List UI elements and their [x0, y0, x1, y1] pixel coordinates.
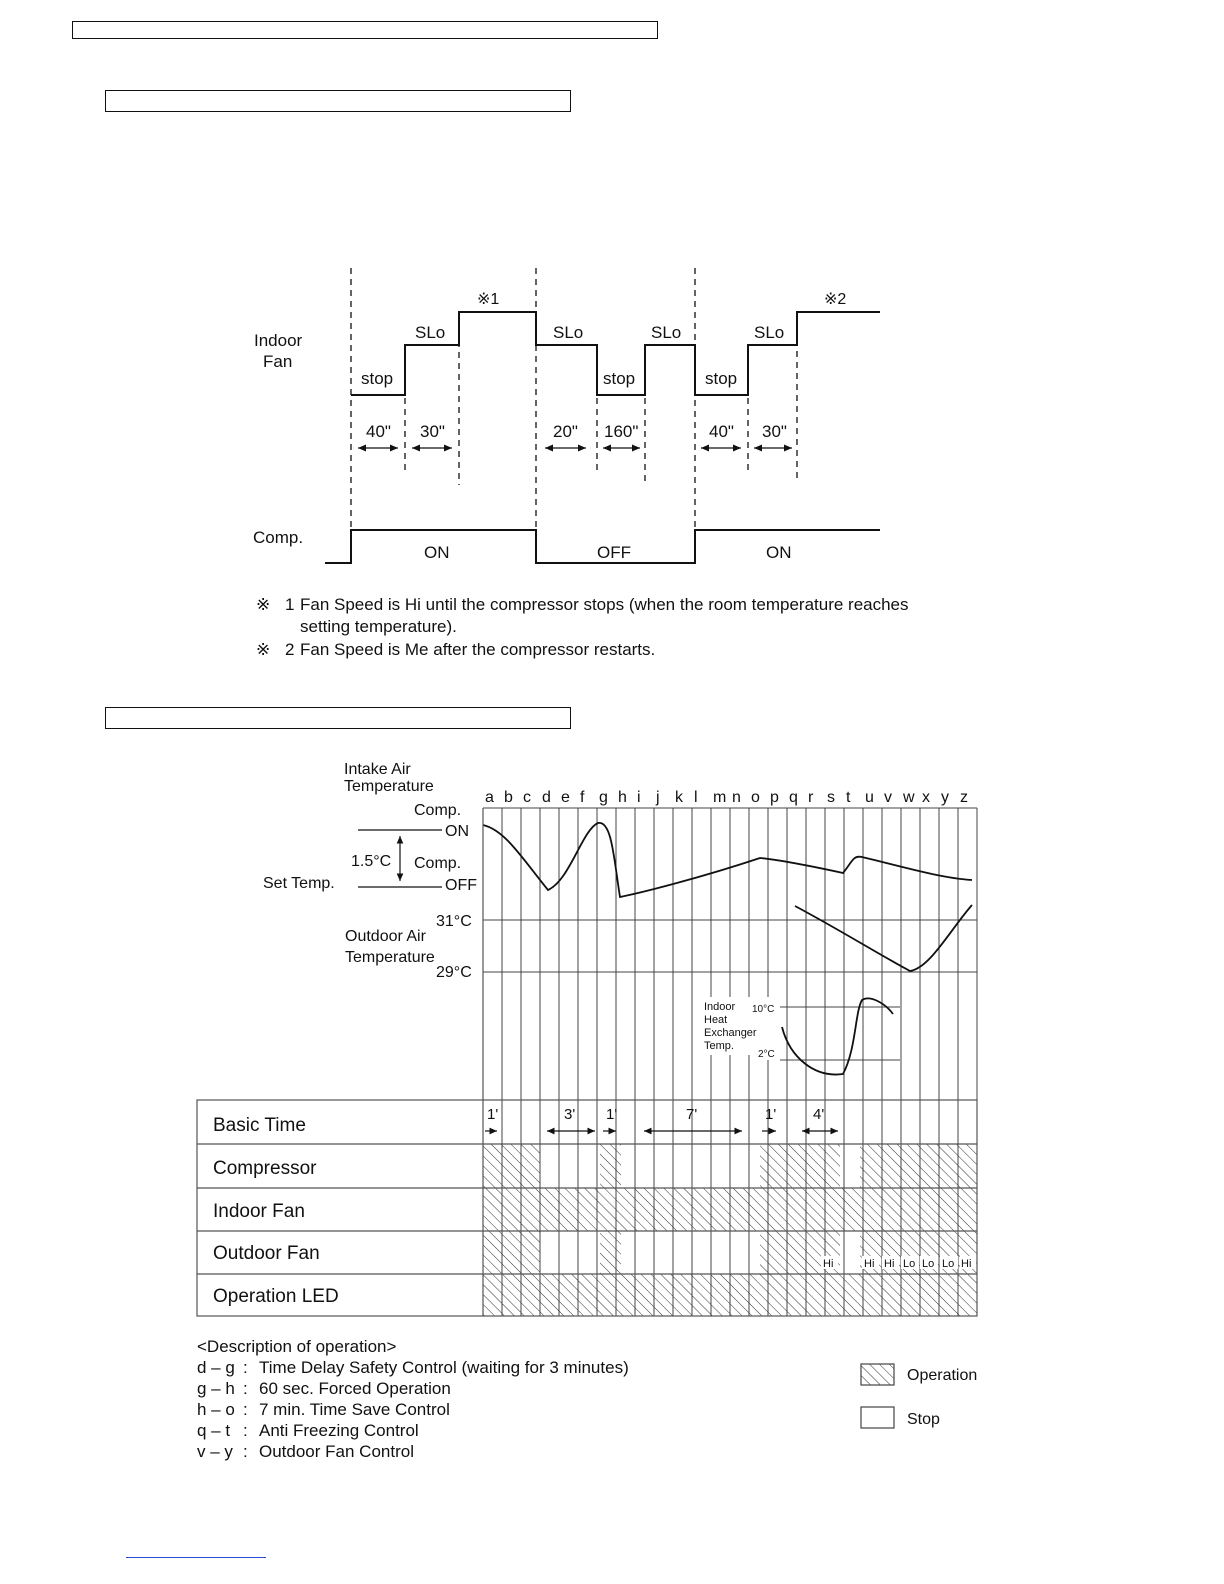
note-1-text2: setting temperature). — [300, 617, 457, 636]
duration-label: 160" — [604, 422, 639, 441]
basic-time-label: 7' — [686, 1106, 698, 1123]
hatch-indoor-fan — [483, 1188, 977, 1231]
comp-label: Comp. — [253, 528, 304, 547]
note-2-mark: ※ — [256, 640, 271, 659]
hx-high-label: 10°C — [752, 1004, 775, 1015]
fan-state-label: SLo — [651, 323, 682, 342]
basic-time-label: 4' — [813, 1106, 825, 1123]
fan-speed-label: Lo — [942, 1258, 955, 1270]
column-letter: v — [884, 789, 892, 806]
hx-label-line1: Indoor — [704, 1001, 736, 1013]
basic-time-label: 1' — [765, 1106, 777, 1123]
column-letter: p — [770, 789, 779, 806]
row-label-indoor-fan: Indoor Fan — [213, 1201, 305, 1222]
legend-operation-label: Operation — [907, 1367, 978, 1384]
column-letter: n — [732, 789, 741, 806]
intake-label-line1: Intake Air — [344, 761, 411, 778]
fan-speed-label: Lo — [922, 1258, 935, 1270]
row-label-outdoor-fan: Outdoor Fan — [213, 1243, 320, 1264]
column-letter: u — [865, 789, 874, 806]
basic-time-label: 3' — [564, 1106, 576, 1123]
column-letter: o — [751, 789, 760, 806]
hatch-outdoor-fan-1 — [483, 1231, 540, 1274]
comp-state-label: OFF — [597, 543, 631, 562]
hatch-compressor-3 — [760, 1144, 840, 1188]
outdoor-label-line1: Outdoor Air — [345, 928, 426, 945]
note-2-num: 2 — [285, 640, 295, 659]
set-temp-label: Set Temp. — [263, 875, 335, 892]
column-letter: m — [713, 789, 727, 806]
description-text: Time Delay Safety Control (waiting for 3 minutes) — [259, 1358, 629, 1377]
legend-stop-label: Stop — [907, 1411, 940, 1428]
legend-stop-swatch — [861, 1407, 894, 1428]
outdoor-low-label: 29°C — [436, 964, 472, 981]
row-label-compressor: Compressor — [213, 1158, 317, 1179]
fan-state-label: stop — [705, 369, 738, 388]
column-letter: x — [922, 789, 930, 806]
marker-2: ※2 — [824, 291, 847, 308]
hx-label-line4: Temp. — [704, 1040, 734, 1052]
intake-air-curve — [483, 823, 972, 897]
column-letter: d — [542, 789, 551, 806]
fan-state-label: SLo — [754, 323, 785, 342]
legend-operation-swatch — [861, 1364, 894, 1385]
fan-state-label: stop — [361, 369, 394, 388]
intake-label-line2: Temperature — [344, 778, 434, 795]
description-range: d – g — [197, 1358, 235, 1377]
column-letter: r — [808, 789, 814, 806]
outdoor-label-line2: Temperature — [345, 949, 435, 966]
note-1-num: 1 — [285, 595, 295, 614]
description-text: Outdoor Fan Control — [259, 1442, 414, 1461]
indoor-fan-chart — [253, 268, 909, 659]
fan-speed-label: Lo — [903, 1258, 916, 1270]
note-1-text: Fan Speed is Hi until the compressor stops (when the room temperature reaches — [300, 595, 909, 614]
description-range: v – y — [197, 1442, 233, 1461]
description-text: 7 min. Time Save Control — [259, 1400, 450, 1419]
column-letter: y — [941, 789, 949, 806]
indoor-fan-label-line2: Fan — [263, 352, 293, 371]
description-sep: : — [243, 1358, 248, 1377]
row-label-operation-led: Operation LED — [213, 1286, 339, 1307]
column-letter: k — [675, 789, 683, 806]
column-letter: z — [960, 789, 968, 806]
hx-temp-curve — [782, 998, 893, 1074]
hx-label-line2: Heat — [704, 1014, 728, 1026]
outdoor-high-label: 31°C — [436, 913, 472, 930]
description-range: q – t — [197, 1421, 231, 1440]
comp-state-label: ON — [424, 543, 450, 562]
hatch-outdoor-fan-2 — [600, 1231, 621, 1274]
column-letter: h — [618, 789, 627, 806]
fan-speed-label: Hi — [864, 1258, 875, 1270]
description-sep: : — [243, 1442, 248, 1461]
description-title: <Description of operation> — [197, 1337, 397, 1356]
hatch-compressor-4 — [860, 1144, 977, 1188]
comp-on-label-line2: ON — [445, 823, 469, 840]
outdoor-air-curve — [795, 905, 972, 971]
duration-label: 30" — [420, 422, 445, 441]
column-letter: q — [789, 789, 798, 806]
column-letter: b — [504, 789, 513, 806]
column-letter: i — [637, 789, 641, 806]
comp-off-label-line1: Comp. — [414, 855, 462, 872]
column-letter: t — [846, 789, 851, 806]
operation-description — [197, 1337, 629, 1461]
column-letter: f — [580, 789, 585, 806]
duration-label: 30" — [762, 422, 787, 441]
duration-label: 40" — [709, 422, 734, 441]
column-letter: e — [561, 789, 570, 806]
basic-time-label: 1' — [487, 1106, 499, 1123]
note-2-text: Fan Speed is Me after the compressor restarts. — [300, 640, 656, 659]
comp-state-label: ON — [766, 543, 792, 562]
fan-state-label: SLo — [415, 323, 446, 342]
comp-off-label-line2: OFF — [445, 877, 477, 894]
hatch-operation-led — [483, 1274, 977, 1316]
duration-label: 20" — [553, 422, 578, 441]
column-letter: c — [523, 789, 531, 806]
legend — [861, 1364, 977, 1428]
hx-label-line3: Exchanger — [704, 1027, 757, 1039]
description-range: g – h — [197, 1379, 235, 1398]
delta-label: 1.5°C — [351, 853, 392, 870]
column-letter: g — [599, 789, 608, 806]
fan-speed-label: Hi — [823, 1258, 834, 1270]
fan-state-label: SLo — [553, 323, 584, 342]
fan-speed-label: Hi — [884, 1258, 895, 1270]
duration-label: 40" — [366, 422, 391, 441]
description-sep: : — [243, 1400, 248, 1419]
row-label-basic-time: Basic Time — [213, 1115, 306, 1136]
description-sep: : — [243, 1421, 248, 1440]
column-letter: l — [694, 789, 698, 806]
column-letter: a — [485, 789, 494, 806]
column-letter: j — [656, 789, 660, 806]
hx-low-label: 2°C — [758, 1049, 775, 1060]
comp-on-label-line1: Comp. — [414, 802, 462, 819]
description-range: h – o — [197, 1400, 235, 1419]
description-text: Anti Freezing Control — [259, 1421, 419, 1440]
fan-state-label: stop — [603, 369, 636, 388]
hatch-compressor-2 — [600, 1144, 621, 1188]
timing-chart — [197, 761, 977, 1316]
basic-time-label: 1' — [606, 1106, 618, 1123]
marker-1: ※1 — [477, 291, 500, 308]
note-1-mark: ※ — [256, 595, 271, 614]
fan-speed-label: Hi — [961, 1258, 972, 1270]
hatch-compressor-1 — [483, 1144, 540, 1188]
indoor-fan-label-line1: Indoor — [254, 331, 303, 350]
column-letter: w — [903, 789, 915, 806]
column-letter: s — [827, 789, 835, 806]
description-text: 60 sec. Forced Operation — [259, 1379, 451, 1398]
description-sep: : — [243, 1379, 248, 1398]
